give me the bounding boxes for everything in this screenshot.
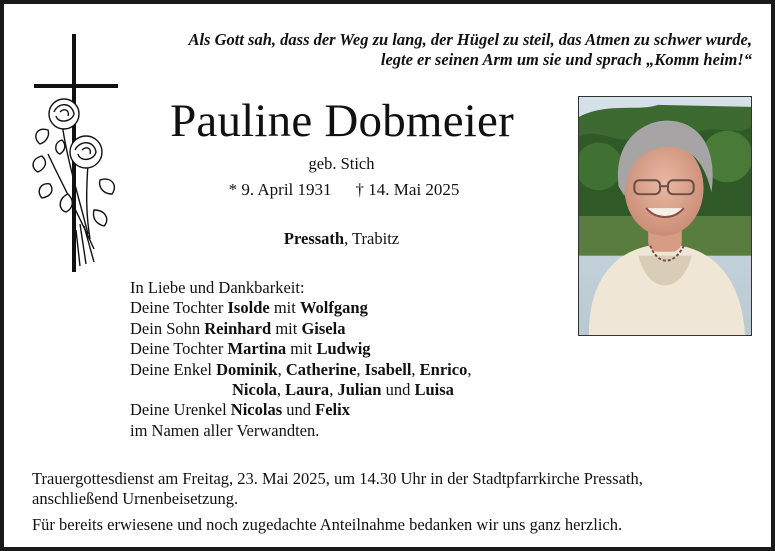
quote xyxy=(104,30,752,70)
connector: und xyxy=(282,400,316,420)
relative-name: Isabell xyxy=(364,359,412,379)
quote-line-2: legte er seinen Arm um sie und sprach „Komm heim!“ xyxy=(380,50,752,69)
service-line-1: Trauergottesdienst am Freitag, 23. Mai 2025, um 14.30 Uhr in der Stadtpfarrkirche Pressath, xyxy=(32,469,643,488)
survivor-row xyxy=(130,319,471,339)
relative-name: Reinhard xyxy=(204,318,272,338)
separator: , xyxy=(329,380,338,400)
birth-date: * 9. April 1931 xyxy=(228,180,332,199)
connector: mit xyxy=(271,318,302,338)
connector: mit xyxy=(269,298,300,318)
survivors-closing: im Namen aller Verwandten. xyxy=(130,420,320,440)
thanks-note: Für bereits erwiesene und noch zugedachte Anteilnahme bedanken wir uns ganz herzlich. xyxy=(32,515,623,534)
survivor-row xyxy=(130,339,471,359)
relative-name: Ludwig xyxy=(316,339,371,359)
relative-name: Wolfgang xyxy=(299,298,368,318)
place-other: Trabitz xyxy=(352,229,400,248)
relative-name: Julian xyxy=(337,380,382,400)
relative-name: Gisela xyxy=(301,318,346,338)
place-main: Pressath xyxy=(283,229,345,248)
relation-label: Deine Tochter xyxy=(130,339,228,359)
connector: mit xyxy=(286,339,317,359)
survivor-row xyxy=(130,400,471,420)
survivor-row xyxy=(130,298,471,318)
cross-with-roses-icon xyxy=(28,34,120,274)
relative-name: Laura xyxy=(285,380,330,400)
relation-label: Dein Sohn xyxy=(130,318,205,338)
death-date: † 14. Mai 2025 xyxy=(355,180,460,199)
relative-name: Enrico xyxy=(419,359,468,379)
separator: , xyxy=(356,359,365,379)
relative-name: Nicolas xyxy=(230,400,283,420)
relation-label: Deine Tochter xyxy=(130,298,228,318)
place-separator: , xyxy=(344,229,353,248)
survivor-row xyxy=(130,380,471,400)
relative-name: Catherine xyxy=(285,359,357,379)
service-line-2: anschließend Urnenbeisetzung. xyxy=(32,489,239,508)
places xyxy=(224,229,459,249)
deceased-name: Pauline Dobmeier xyxy=(170,95,514,147)
separator: , xyxy=(276,380,286,400)
relative-name: Martina xyxy=(227,339,287,359)
connector: und xyxy=(381,380,415,400)
relative-name: Nicola xyxy=(232,380,277,400)
life-dates xyxy=(204,180,484,200)
portrait-photo xyxy=(578,96,752,336)
separator: , xyxy=(411,359,420,379)
relative-name: Dominik xyxy=(216,359,278,379)
relative-name: Felix xyxy=(315,400,350,420)
relative-name: Luisa xyxy=(414,380,454,400)
separator: , xyxy=(277,359,286,379)
service-info xyxy=(32,469,762,509)
maiden-name: geb. Stich xyxy=(308,154,375,173)
relation-label: Deine Enkel xyxy=(130,359,217,379)
survivors-intro: In Liebe und Dankbarkeit: xyxy=(130,278,305,297)
relation-label: Deine Urenkel xyxy=(130,400,231,420)
survivor-row xyxy=(130,360,471,380)
quote-line-1: Als Gott sah, dass der Weg zu lang, der Hügel zu steil, das Atmen zu schwer wurde, xyxy=(188,30,752,49)
separator: , xyxy=(467,359,472,379)
relative-name: Isolde xyxy=(227,298,270,318)
survivors-list xyxy=(130,278,471,441)
